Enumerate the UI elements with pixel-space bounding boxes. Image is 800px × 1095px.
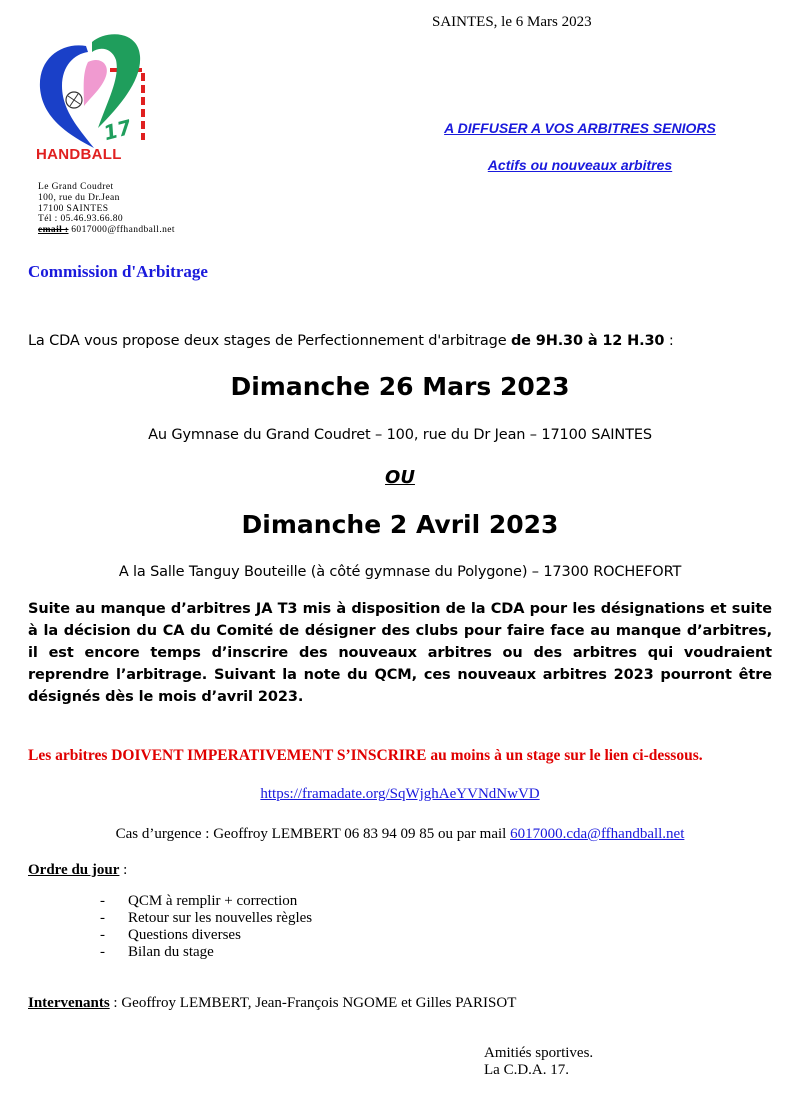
intro-hours: de 9H.30 à 12 H.30 (510, 333, 665, 349)
urgence-email-link[interactable]: 6017000.cda@ffhandball.net (510, 826, 685, 842)
speakers-text: : Geoffroy LEMBERT, Jean-François NGOME et Gilles PARISOT (109, 995, 517, 1011)
list-item: - QCM à remplir + correction (98, 893, 312, 910)
diffuse-notice: A DIFFUSER A VOS ARBITRES SENIORS (444, 120, 716, 136)
speakers-title: Intervenants (28, 995, 110, 1011)
address-line-3: 17100 SAINTES (38, 203, 109, 214)
address-block (38, 182, 175, 236)
session-2-date: Dimanche 2 Avril 2023 (241, 510, 559, 539)
address-email (38, 225, 175, 236)
diffuse-subnotice: Actifs ou nouveaux arbitres (487, 157, 673, 173)
registration-link[interactable]: https://framadate.org/SqWjghAeYVNdNwVD (260, 786, 540, 802)
email-label: email : (38, 225, 69, 236)
address-phone: Tél : 05.46.93.66.80 (38, 214, 124, 225)
address-line-1: Le Grand Coudret (38, 182, 114, 192)
agenda-list (98, 893, 312, 961)
agenda-heading (28, 862, 127, 879)
agenda-colon: : (119, 862, 128, 878)
registration-link-line (0, 786, 800, 803)
registration-notice: Les arbitres DOIVENT IMPERATIVEMENT S’INSCRIRE au moins à un stage sur le lien ci-dessous. (28, 747, 703, 764)
document-date: SAINTES, le 6 Mars 2023 (432, 14, 592, 30)
session-1-place: Au Gymnase du Grand Coudret – 100, rue du Dr Jean – 17100 SAINTES (148, 427, 652, 443)
urgence-line (0, 826, 800, 843)
speakers-line (28, 995, 516, 1012)
signature-line-2: La C.D.A. 17. (484, 1062, 569, 1078)
list-item: - Questions diverses (98, 927, 312, 944)
main-paragraph: Suite au manque d’arbitres JA T3 mis à disposition de la CDA pour les désignations et suite à la décision du CA du Comité de désigner des clubs pour faire face au manque d’arbitres, il est encore temps d’inscrire des nouveaux arbitres ou des arbitres qui voudraient reprendre l’arbitrage. Suivant la note du QCM, ces nouveaux arbitres 2023 pourront être désignés dès le mois d’avril 2023. (28, 601, 772, 705)
session-1-date: Dimanche 26 Mars 2023 (230, 372, 570, 401)
email-value: 6017000@ffhandball.net (71, 225, 175, 236)
intro-text: La CDA vous propose deux stages de Perfectionnement d'arbitrage (28, 333, 507, 349)
session-2-place: A la Salle Tanguy Bouteille (à côté gymnase du Polygone) – 17300 ROCHEFORT (118, 564, 682, 580)
intro-colon: : (664, 333, 674, 349)
list-item: - Bilan du stage (98, 944, 312, 961)
address-line-2: 100, rue du Dr.Jean (38, 192, 120, 203)
signature-line-1: Amitiés sportives. (484, 1045, 594, 1061)
list-item: - Retour sur les nouvelles règles (98, 910, 312, 927)
commission-title: Commission d'Arbitrage (28, 262, 208, 281)
logo-number: 17 (100, 114, 135, 146)
logo-text: HANDBALL (36, 146, 122, 163)
intro-line (28, 333, 674, 349)
urgence-text: Cas d’urgence : Geoffroy LEMBERT 06 83 94 09 85 ou par mail (115, 826, 507, 842)
separator-ou: OU (385, 467, 415, 488)
agenda-title: Ordre du jour (28, 862, 120, 878)
signature (484, 1045, 593, 1079)
